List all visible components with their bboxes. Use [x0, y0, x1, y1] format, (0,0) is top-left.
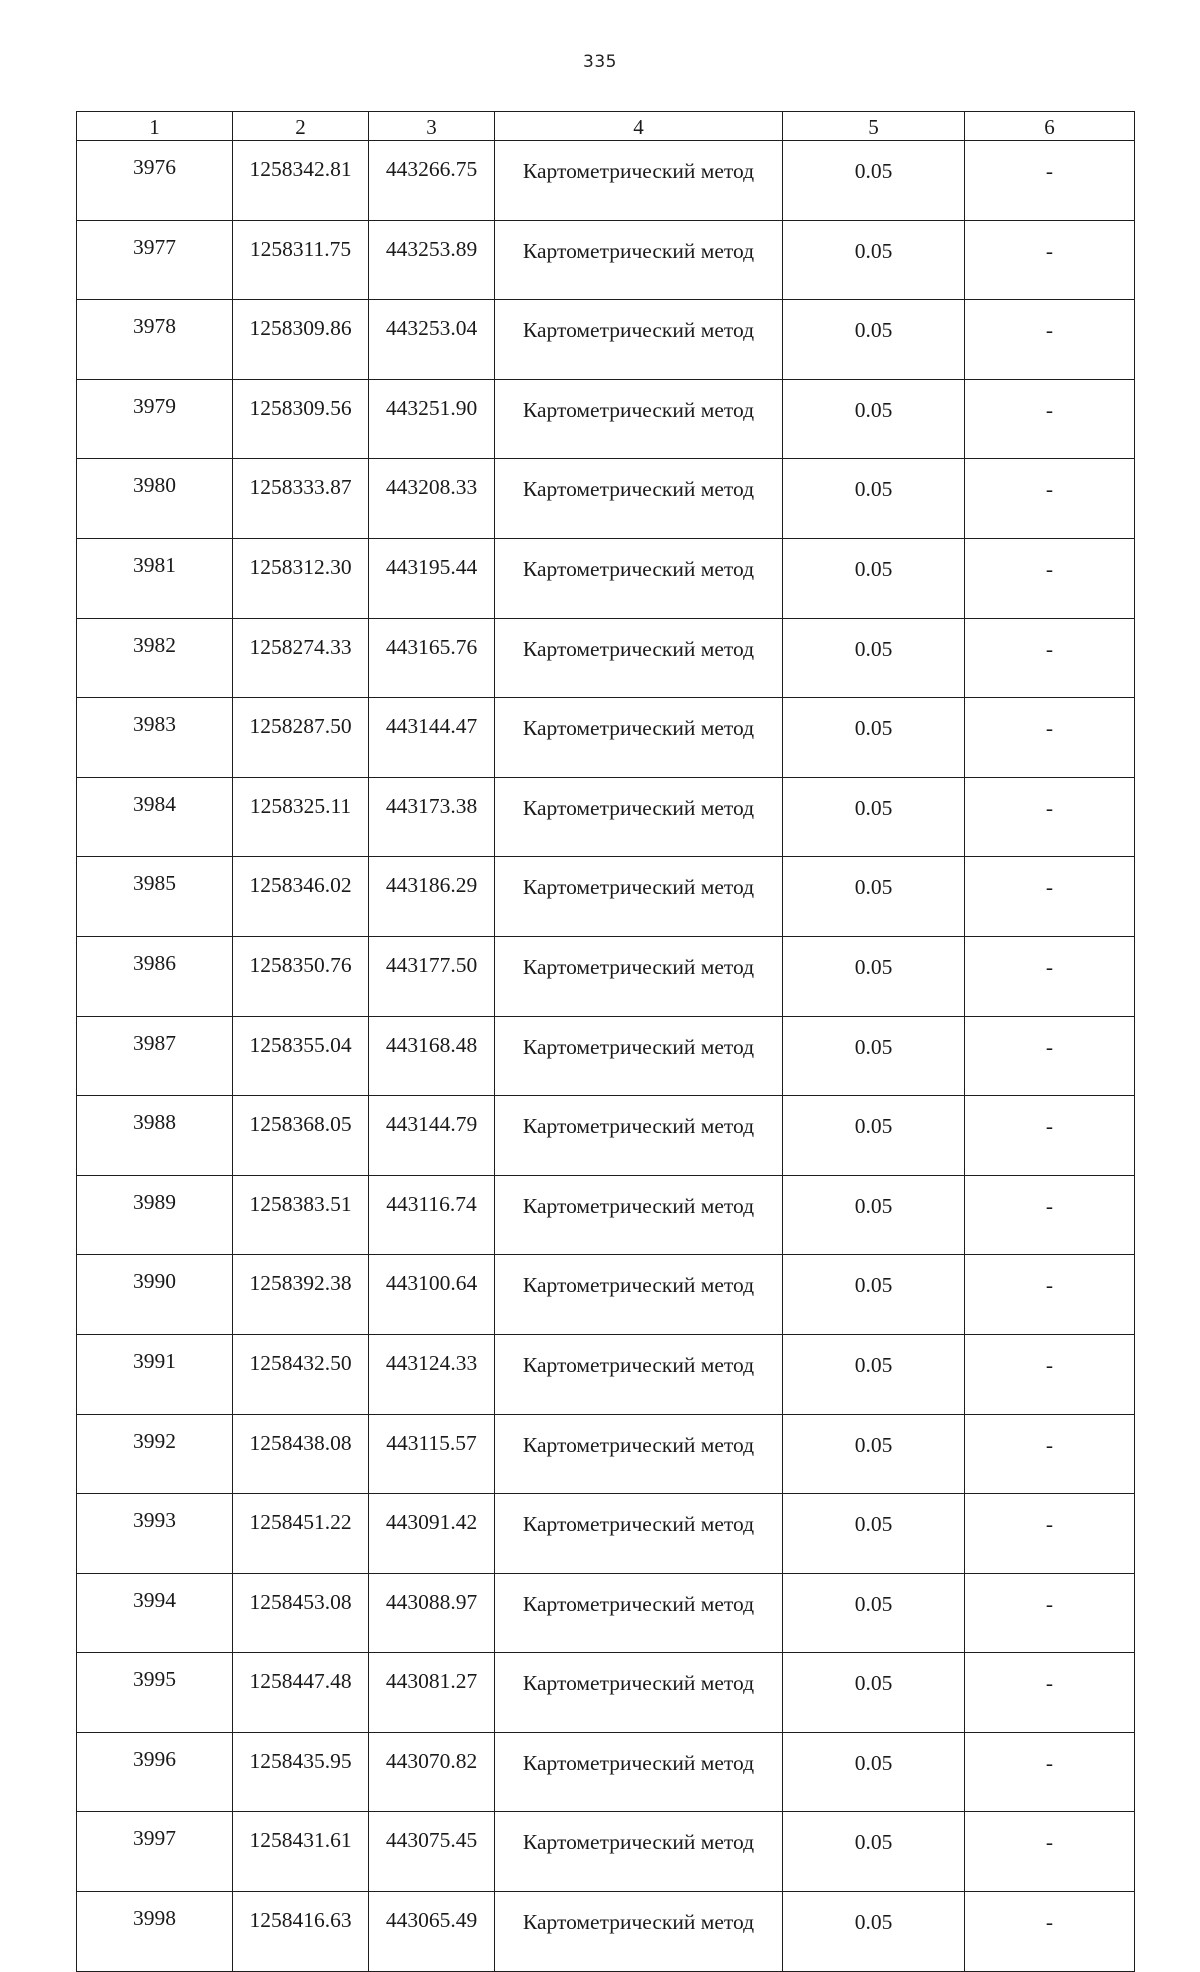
point-number-cell: 3980 — [77, 459, 233, 539]
method-cell: Картометрический метод — [495, 1892, 783, 1972]
accuracy-cell: 0.05 — [783, 777, 965, 857]
accuracy-cell: 0.05 — [783, 618, 965, 698]
note-cell: - — [965, 618, 1135, 698]
header-cell-1: 1 — [77, 112, 233, 141]
accuracy-cell: 0.05 — [783, 1096, 965, 1176]
accuracy-cell: 0.05 — [783, 936, 965, 1016]
x-coordinate-cell: 1258350.76 — [233, 936, 369, 1016]
accuracy-cell: 0.05 — [783, 300, 965, 380]
accuracy-cell: 0.05 — [783, 1334, 965, 1414]
table-row — [77, 1653, 1135, 1733]
y-coordinate-cell: 443144.47 — [369, 698, 495, 778]
method-cell: Картометрический метод — [495, 459, 783, 539]
point-number-cell: 3981 — [77, 538, 233, 618]
x-coordinate-cell: 1258311.75 — [233, 220, 369, 300]
method-cell: Картометрический метод — [495, 1255, 783, 1335]
table-row — [77, 1892, 1135, 1972]
method-cell: Картометрический метод — [495, 1732, 783, 1812]
accuracy-cell: 0.05 — [783, 1573, 965, 1653]
x-coordinate-cell: 1258312.30 — [233, 538, 369, 618]
note-cell: - — [965, 1573, 1135, 1653]
point-number-cell: 3990 — [77, 1255, 233, 1335]
note-cell: - — [965, 936, 1135, 1016]
method-cell: Картометрический метод — [495, 379, 783, 459]
method-cell: Картометрический метод — [495, 1334, 783, 1414]
point-number-cell: 3991 — [77, 1334, 233, 1414]
point-number-cell: 3996 — [77, 1732, 233, 1812]
note-cell: - — [965, 220, 1135, 300]
point-number-cell: 3979 — [77, 379, 233, 459]
note-cell: - — [965, 459, 1135, 539]
y-coordinate-cell: 443208.33 — [369, 459, 495, 539]
table-row — [77, 220, 1135, 300]
note-cell: - — [965, 1892, 1135, 1972]
y-coordinate-cell: 443115.57 — [369, 1414, 495, 1494]
table-row — [77, 1255, 1135, 1335]
note-cell: - — [965, 1255, 1135, 1335]
y-coordinate-cell: 443116.74 — [369, 1175, 495, 1255]
point-number-cell: 3977 — [77, 220, 233, 300]
x-coordinate-cell: 1258355.04 — [233, 1016, 369, 1096]
y-coordinate-cell: 443144.79 — [369, 1096, 495, 1176]
x-coordinate-cell: 1258342.81 — [233, 141, 369, 221]
header-cell-2: 2 — [233, 112, 369, 141]
x-coordinate-cell: 1258368.05 — [233, 1096, 369, 1176]
x-coordinate-cell: 1258453.08 — [233, 1573, 369, 1653]
x-coordinate-cell: 1258287.50 — [233, 698, 369, 778]
point-number-cell: 3995 — [77, 1653, 233, 1733]
point-number-cell: 3989 — [77, 1175, 233, 1255]
method-cell: Картометрический метод — [495, 936, 783, 1016]
y-coordinate-cell: 443195.44 — [369, 538, 495, 618]
method-cell: Картометрический метод — [495, 857, 783, 937]
x-coordinate-cell: 1258416.63 — [233, 1892, 369, 1972]
method-cell: Картометрический метод — [495, 300, 783, 380]
note-cell: - — [965, 1096, 1135, 1176]
table-row — [77, 538, 1135, 618]
accuracy-cell: 0.05 — [783, 1812, 965, 1892]
note-cell: - — [965, 1175, 1135, 1255]
accuracy-cell: 0.05 — [783, 1175, 965, 1255]
y-coordinate-cell: 443168.48 — [369, 1016, 495, 1096]
point-number-cell: 3988 — [77, 1096, 233, 1176]
y-coordinate-cell: 443065.49 — [369, 1892, 495, 1972]
x-coordinate-cell: 1258274.33 — [233, 618, 369, 698]
x-coordinate-cell: 1258325.11 — [233, 777, 369, 857]
accuracy-cell: 0.05 — [783, 1016, 965, 1096]
y-coordinate-cell: 443165.76 — [369, 618, 495, 698]
point-number-cell: 3985 — [77, 857, 233, 937]
table-row — [77, 1175, 1135, 1255]
y-coordinate-cell: 443173.38 — [369, 777, 495, 857]
table-row — [77, 1016, 1135, 1096]
coordinates-table — [76, 111, 1135, 1972]
table-row — [77, 141, 1135, 221]
note-cell: - — [965, 857, 1135, 937]
header-cell-6: 6 — [965, 112, 1135, 141]
x-coordinate-cell: 1258392.38 — [233, 1255, 369, 1335]
table-row — [77, 1494, 1135, 1574]
table-row — [77, 936, 1135, 1016]
table-row — [77, 698, 1135, 778]
table-row — [77, 379, 1135, 459]
x-coordinate-cell: 1258309.56 — [233, 379, 369, 459]
y-coordinate-cell: 443253.89 — [369, 220, 495, 300]
point-number-cell: 3983 — [77, 698, 233, 778]
point-number-cell: 3982 — [77, 618, 233, 698]
method-cell: Картометрический метод — [495, 1573, 783, 1653]
note-cell: - — [965, 1812, 1135, 1892]
table-row — [77, 618, 1135, 698]
note-cell: - — [965, 777, 1135, 857]
table-row — [77, 1573, 1135, 1653]
method-cell: Картометрический метод — [495, 1812, 783, 1892]
y-coordinate-cell: 443124.33 — [369, 1334, 495, 1414]
note-cell: - — [965, 1414, 1135, 1494]
note-cell: - — [965, 1653, 1135, 1733]
x-coordinate-cell: 1258333.87 — [233, 459, 369, 539]
table-row — [77, 1414, 1135, 1494]
table-row — [77, 459, 1135, 539]
method-cell: Картометрический метод — [495, 1494, 783, 1574]
x-coordinate-cell: 1258383.51 — [233, 1175, 369, 1255]
table-row — [77, 1334, 1135, 1414]
header-cell-5: 5 — [783, 112, 965, 141]
note-cell: - — [965, 538, 1135, 618]
x-coordinate-cell: 1258432.50 — [233, 1334, 369, 1414]
header-cell-4: 4 — [495, 112, 783, 141]
x-coordinate-cell: 1258451.22 — [233, 1494, 369, 1574]
point-number-cell: 3997 — [77, 1812, 233, 1892]
accuracy-cell: 0.05 — [783, 1732, 965, 1812]
x-coordinate-cell: 1258346.02 — [233, 857, 369, 937]
y-coordinate-cell: 443251.90 — [369, 379, 495, 459]
note-cell: - — [965, 698, 1135, 778]
note-cell: - — [965, 379, 1135, 459]
method-cell: Картометрический метод — [495, 1414, 783, 1494]
header-cell-3: 3 — [369, 112, 495, 141]
y-coordinate-cell: 443186.29 — [369, 857, 495, 937]
point-number-cell: 3976 — [77, 141, 233, 221]
method-cell: Картометрический метод — [495, 141, 783, 221]
method-cell: Картометрический метод — [495, 220, 783, 300]
y-coordinate-cell: 443091.42 — [369, 1494, 495, 1574]
y-coordinate-cell: 443070.82 — [369, 1732, 495, 1812]
note-cell: - — [965, 300, 1135, 380]
table-body — [77, 112, 1135, 1972]
note-cell: - — [965, 1494, 1135, 1574]
table-row — [77, 777, 1135, 857]
y-coordinate-cell: 443266.75 — [369, 141, 495, 221]
y-coordinate-cell: 443075.45 — [369, 1812, 495, 1892]
note-cell: - — [965, 141, 1135, 221]
table-row — [77, 1096, 1135, 1176]
accuracy-cell: 0.05 — [783, 1414, 965, 1494]
table-row — [77, 857, 1135, 937]
point-number-cell: 3994 — [77, 1573, 233, 1653]
accuracy-cell: 0.05 — [783, 459, 965, 539]
method-cell: Картометрический метод — [495, 1175, 783, 1255]
table-row — [77, 300, 1135, 380]
method-cell: Картометрический метод — [495, 698, 783, 778]
point-number-cell: 3998 — [77, 1892, 233, 1972]
x-coordinate-cell: 1258309.86 — [233, 300, 369, 380]
point-number-cell: 3992 — [77, 1414, 233, 1494]
method-cell: Картометрический метод — [495, 777, 783, 857]
method-cell: Картометрический метод — [495, 618, 783, 698]
x-coordinate-cell: 1258431.61 — [233, 1812, 369, 1892]
accuracy-cell: 0.05 — [783, 538, 965, 618]
accuracy-cell: 0.05 — [783, 1653, 965, 1733]
y-coordinate-cell: 443100.64 — [369, 1255, 495, 1335]
page-number: 335 — [583, 52, 617, 72]
y-coordinate-cell: 443088.97 — [369, 1573, 495, 1653]
point-number-cell: 3978 — [77, 300, 233, 380]
x-coordinate-cell: 1258438.08 — [233, 1414, 369, 1494]
accuracy-cell: 0.05 — [783, 1255, 965, 1335]
table-row — [77, 1732, 1135, 1812]
accuracy-cell: 0.05 — [783, 220, 965, 300]
y-coordinate-cell: 443253.04 — [369, 300, 495, 380]
method-cell: Картометрический метод — [495, 1653, 783, 1733]
method-cell: Картометрический метод — [495, 1096, 783, 1176]
accuracy-cell: 0.05 — [783, 141, 965, 221]
point-number-cell: 3993 — [77, 1494, 233, 1574]
y-coordinate-cell: 443177.50 — [369, 936, 495, 1016]
accuracy-cell: 0.05 — [783, 1494, 965, 1574]
point-number-cell: 3984 — [77, 777, 233, 857]
accuracy-cell: 0.05 — [783, 1892, 965, 1972]
note-cell: - — [965, 1016, 1135, 1096]
table-row — [77, 1812, 1135, 1892]
y-coordinate-cell: 443081.27 — [369, 1653, 495, 1733]
point-number-cell: 3986 — [77, 936, 233, 1016]
note-cell: - — [965, 1334, 1135, 1414]
x-coordinate-cell: 1258447.48 — [233, 1653, 369, 1733]
method-cell: Картометрический метод — [495, 1016, 783, 1096]
accuracy-cell: 0.05 — [783, 379, 965, 459]
accuracy-cell: 0.05 — [783, 857, 965, 937]
method-cell: Картометрический метод — [495, 538, 783, 618]
table-header-row — [77, 112, 1135, 141]
point-number-cell: 3987 — [77, 1016, 233, 1096]
accuracy-cell: 0.05 — [783, 698, 965, 778]
x-coordinate-cell: 1258435.95 — [233, 1732, 369, 1812]
note-cell: - — [965, 1732, 1135, 1812]
